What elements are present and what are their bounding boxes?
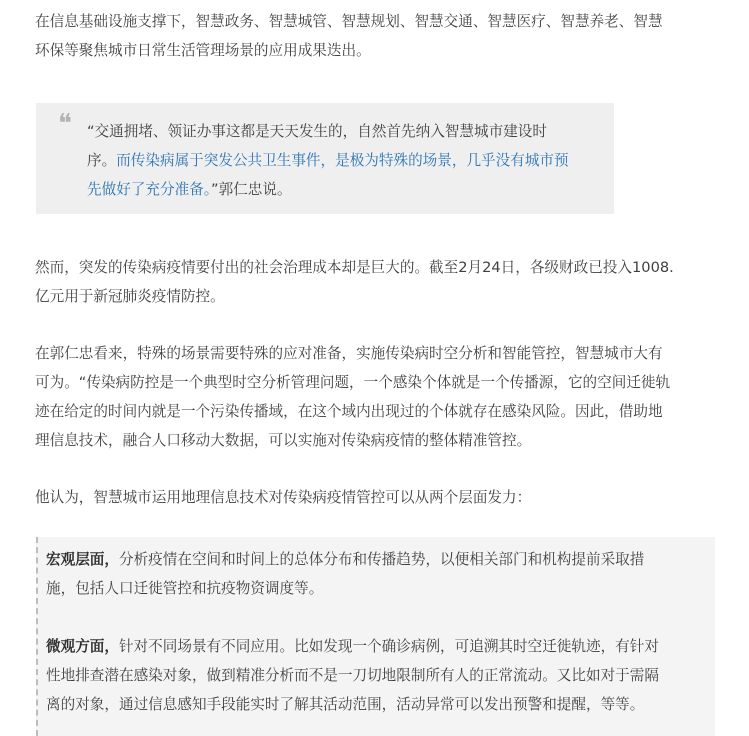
micro-level-section (46, 632, 710, 719)
quote-highlight-text: 先做好了充分准备。 (87, 181, 212, 198)
paragraph-line: 迹在给定的时间内就是一个污染传播域，在这个域内出现过的个体就存在感染风险。因此，借助地 (35, 403, 663, 420)
paragraph-two-levels (35, 483, 717, 512)
paragraph-line: 性地排查潜在感染对象，做到精准分析而不是一刀切地限制所有人的正常流动。又比如对于需隔 (46, 667, 659, 684)
macro-level-section (46, 545, 710, 603)
paragraph-line: 然而，突发的传染病疫情要付出的社会治理成本却是巨大的。截至2月24日，各级财政已投入1008. (35, 259, 674, 276)
quote-line (87, 175, 607, 204)
macro-level-title: 宏观层面， (46, 551, 119, 568)
paragraph-line: 理信息技术，融合人口移动大数据，可以实施对传染病疫情的整体精准管控。 (35, 432, 532, 449)
paragraph-cost (35, 253, 717, 311)
paragraph-line: 他认为，智慧城市运用地理信息技术对传染病疫情管控可以从两个层面发力： (35, 489, 532, 506)
quote-plain-text: ”郭仁忠说。 (211, 181, 292, 198)
paragraph-analysis (35, 339, 717, 455)
micro-level-text: 针对不同场景有不同应用。比如发现一个确诊病例，可追溯其时空迁徙轨迹，有针对 (118, 638, 659, 655)
quote-plain-text: 序。 (87, 152, 117, 169)
quote-block (36, 103, 614, 214)
paragraph-line: 施，包括人口迁徙管控和抗疫物资调度等。 (46, 580, 324, 597)
paragraph-line (46, 632, 710, 661)
paragraph-line (46, 545, 710, 574)
paragraph-line: 在信息基础设施支撑下，智慧政务、智慧城管、智慧规划、智慧交通、智慧医疗、智慧养老、智慧 (35, 13, 663, 30)
levels-note-box (36, 537, 715, 736)
quote-text (87, 117, 607, 204)
paragraph-line: 可为。“传染病防控是一个典型时空分析管理问题，一个感染个体就是一个传播源，它的空间迁徙轨 (35, 374, 671, 391)
paragraph-line: 亿元用于新冠肺炎疫情防控。 (35, 288, 225, 305)
quote-line (87, 146, 607, 175)
paragraph-line: 环保等聚焦城市日常生活管理场景的应用成果迭出。 (35, 42, 371, 59)
paragraph-line: 在郭仁忠看来，特殊的场景需要特殊的应对准备，实施传染病时空分析和智能管控，智慧城市大有 (35, 345, 663, 362)
quote-highlight-text: 而传染病属于突发公共卫生事件，是极为特殊的场景，几乎没有城市预 (116, 152, 569, 169)
macro-level-text: 分析疫情在空间和时间上的总体分布和传播趋势，以便相关部门和机构提前采取措 (118, 551, 645, 568)
paragraph-line: 离的对象，通过信息感知手段能实时了解其活动范围，活动异常可以发出预警和提醒，等等。 (46, 696, 645, 713)
micro-level-title: 微观方面， (46, 638, 119, 655)
paragraph-intro (35, 7, 717, 65)
quote-line: “交通拥堵、领证办事这都是天天发生的，自然首先纳入智慧城市建设时 (87, 123, 547, 140)
quote-mark-icon: ❝ (58, 109, 72, 139)
